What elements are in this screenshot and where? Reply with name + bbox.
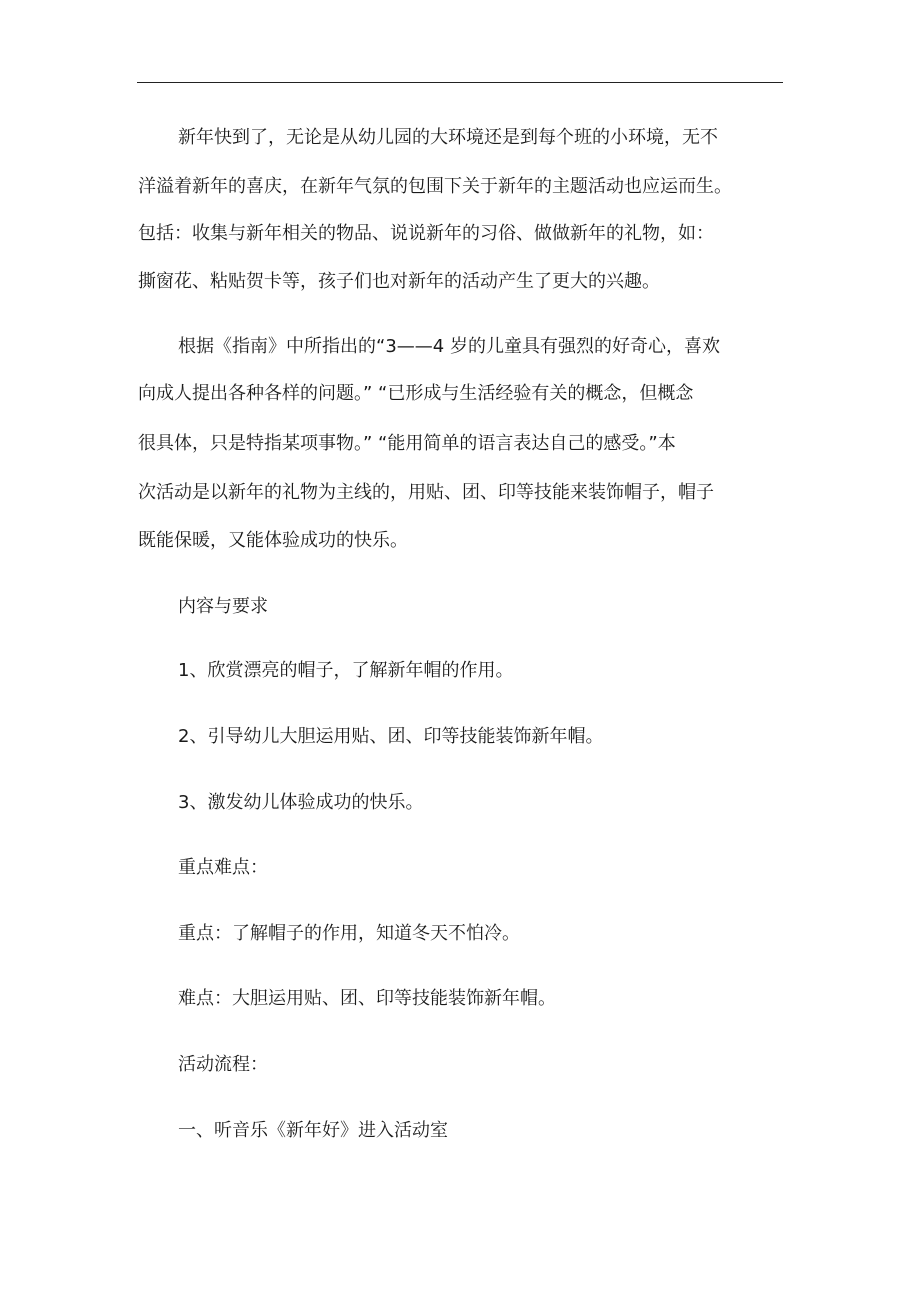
requirement-item: 1、欣赏漂亮的帽子，了解新年帽的作用。 <box>178 660 514 681</box>
paragraph-1-line-1: 新年快到了，无论是从幼儿园的大环境还是到每个班的小环境，无不 <box>178 127 718 148</box>
header-rule <box>137 82 783 83</box>
requirement-item: 2、引导幼儿大胆运用贴、团、印等技能装饰新年帽。 <box>178 726 604 747</box>
key-point: 重点：了解帽子的作用，知道冬天不怕冷。 <box>178 923 520 944</box>
paragraph-2-line-2: 向成人提出各种各样的问题。” “已形成与生活经验有关的概念，但概念 <box>138 383 694 404</box>
section-heading: 内容与要求 <box>178 596 268 617</box>
paragraph-1-line-4: 撕窗花、粘贴贺卡等，孩子们也对新年的活动产生了更大的兴趣。 <box>138 271 660 292</box>
difficulty: 难点：大胆运用贴、团、印等技能装饰新年帽。 <box>178 988 556 1009</box>
paragraph-1-line-2: 洋溢着新年的喜庆，在新年气氛的包围下关于新年的主题活动也应运而生。 <box>138 176 732 197</box>
paragraph-2-line-4: 次活动是以新年的礼物为主线的，用贴、团、印等技能来装饰帽子，帽子 <box>138 482 714 503</box>
paragraph-1-line-3: 包括：收集与新年相关的物品、说说新年的习俗、做做新年的礼物，如： <box>138 223 714 244</box>
requirement-item: 3、激发幼儿体验成功的快乐。 <box>178 792 424 813</box>
paragraph-2-line-1: 根据《指南》中所指出的“3——4 岁的儿童具有强烈的好奇心，喜欢 <box>178 336 720 357</box>
process-step: 一、听音乐《新年好》进入活动室 <box>178 1120 448 1141</box>
paragraph-2-line-3: 很具体，只是特指某项事物。” “能用简单的语言表达自己的感受。”本 <box>138 433 676 454</box>
process-heading: 活动流程： <box>178 1054 268 1075</box>
key-points-heading: 重点难点： <box>178 857 268 878</box>
paragraph-2-line-5: 既能保暖，又能体验成功的快乐。 <box>138 530 408 551</box>
